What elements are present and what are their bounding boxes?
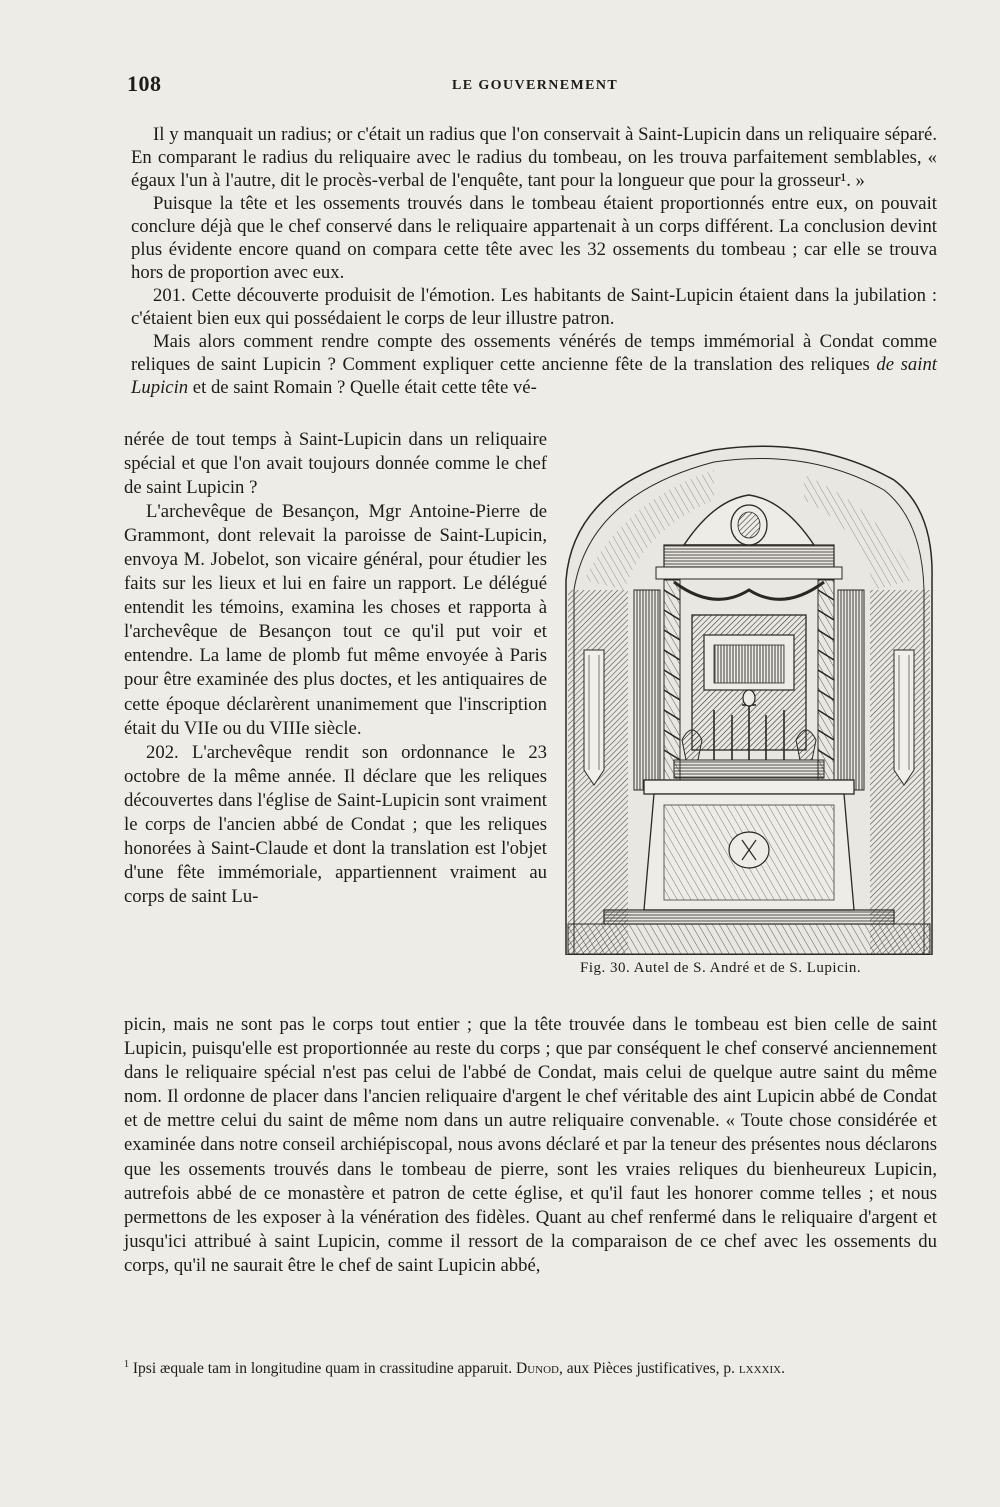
paragraph-text: Cette découverte produisit de l'émotion. Les habitants de Saint-Lupicin étaient dans la jubilation : c'étaient bien eux qui possédaient le corps de leur illustre patron. xyxy=(131,285,938,329)
altar-engraving xyxy=(564,440,934,955)
figure-caption: Fig. 30. Autel de S. André et de S. Lupicin. xyxy=(580,960,862,976)
page-number: 108 xyxy=(127,71,162,96)
italic-text: de saint Lupicin xyxy=(131,354,937,398)
footnote-page-ref: lxxxix xyxy=(738,1360,782,1378)
paragraph-number: 202. xyxy=(146,741,179,763)
paragraph-text: L'archevêque rendit son ordonnance le 23 octobre de la même année. Il déclare que les reliques découvertes dans l'église de Saint-Lupicin sont vraiment le corps de l'ancien abbé de Condat ; que les reliques honorées à Saint-Claude et dont la translation est l'objet d'une fête immémoriale, appartiennent vraiment au corps de saint Lu- xyxy=(124,741,548,907)
paragraph: Puisque la tête et les ossements trouvés dans le tombeau étaient proportionnés entre eux, on pouvait conclure déjà que le chef conservé dans le reliquaire appartenait à un corps différent. La conclusion devint plus évidente encore quand on compara cette tête avec les 32 ossements du tombeau ; car elle se trouva hors de proportion avec eux. xyxy=(131,193,937,283)
body-text-wrapped xyxy=(124,428,547,909)
paragraph: nérée de tout temps à Saint-Lupicin dans un reliquaire spécial et que l'on avait toujours donnée comme le chef de saint Lupicin ? xyxy=(124,429,547,499)
running-head: LE GOUVERNEMENT xyxy=(452,78,619,93)
body-text-top xyxy=(131,123,937,399)
footnote-text: . xyxy=(781,1360,785,1378)
paragraph: picin, mais ne sont pas le corps tout entier ; que la tête trouvée dans le tombeau est bien celle de saint Lupicin, puisqu'elle est proportionnée au reste du corps ; que par conséquent le chef conservé anciennement dans le reliquaire spécial n'est pas celui de l'abbé de Condat, mais celui de quelque autre saint du même nom. Il ordonne de placer dans l'ancien reliquaire d'argent le chef véritable des aint Lupicin abbé de Condat et de mettre celui du saint de même nom dans un autre reliquaire convenable. « Toute chose considérée et examinée dans notre conseil archiépiscopal, nous avons déclaré et par la teneur des présentes nous déclarons que les ossements trouvés dans le tombeau de pierre, sont les vraies reliques du bienheureux Lupicin, autrefois abbé de ce monastère et patron de cette église, et qu'il faut les honorer comme telles ; et nous permettons de les exposer à la vénération des fidèles. Quant au chef renfermé dans le reliquaire d'argent et jusqu'ici attribué à saint Lupicin, comme il ressort de la comparaison de ce chef avec les ossements du corps, qu'il ne saurait être le chef de saint Lupicin abbé, xyxy=(124,1014,937,1276)
paragraph-text: et de saint Romain ? Quelle était cette tête vé- xyxy=(188,377,537,398)
column-right xyxy=(818,580,834,780)
footnote-text: , aux Pièces justificatives, p. xyxy=(558,1360,739,1378)
paragraph xyxy=(131,284,937,330)
footnote-text: Ipsi æquale tam in longitudine quam in crassitudine apparuit. xyxy=(129,1360,516,1378)
paragraph xyxy=(124,741,547,909)
footnote xyxy=(124,1354,939,1379)
paragraph: Il y manquait un radius; or c'était un radius que l'on conservait à Saint-Lupicin dans un reliquaire séparé. En comparant le radius du reliquaire avec le radius du tombeau, on les trouva parfaitement semblables, « égaux l'un à l'autre, dit le procès-verbal de l'enquête, tant pour la longueur que pour la grosseur¹. » xyxy=(131,124,937,191)
body-text-bottom xyxy=(124,1013,937,1278)
paragraph: L'archevêque de Besançon, Mgr Antoine-Pierre de Grammont, dont relevait la paroisse de Saint-Lupicin, envoya M. Jobelot, son vicaire général, pour étudier les faits sur les lieux et lui en faire un rapport. Le délégué entendit les témoins, examina les choses et rapporta à l'archevêque de Besançon tout ce qu'il put voir et entendre. La lame de plomb fut même envoyée à Paris pour être examinée des plus doctes, et les antiquaires de cette époque déclarèrent unanimement que l'inscription était du VIIe ou du VIIIe siècle. xyxy=(124,501,547,739)
footnote-marker: 1 xyxy=(124,1359,129,1370)
altar-illustration xyxy=(564,440,934,955)
paragraph-number: 201. xyxy=(153,285,186,306)
paragraph xyxy=(131,330,937,399)
footnote-author: Dunod xyxy=(516,1360,559,1378)
column-left xyxy=(664,580,680,780)
paragraph-text: Mais alors comment rendre compte des ossements vénérés de temps immémorial à Condat comme reliques de saint Lupicin ? Comment expliquer cette ancienne fête de la translation des reliques xyxy=(131,331,937,375)
